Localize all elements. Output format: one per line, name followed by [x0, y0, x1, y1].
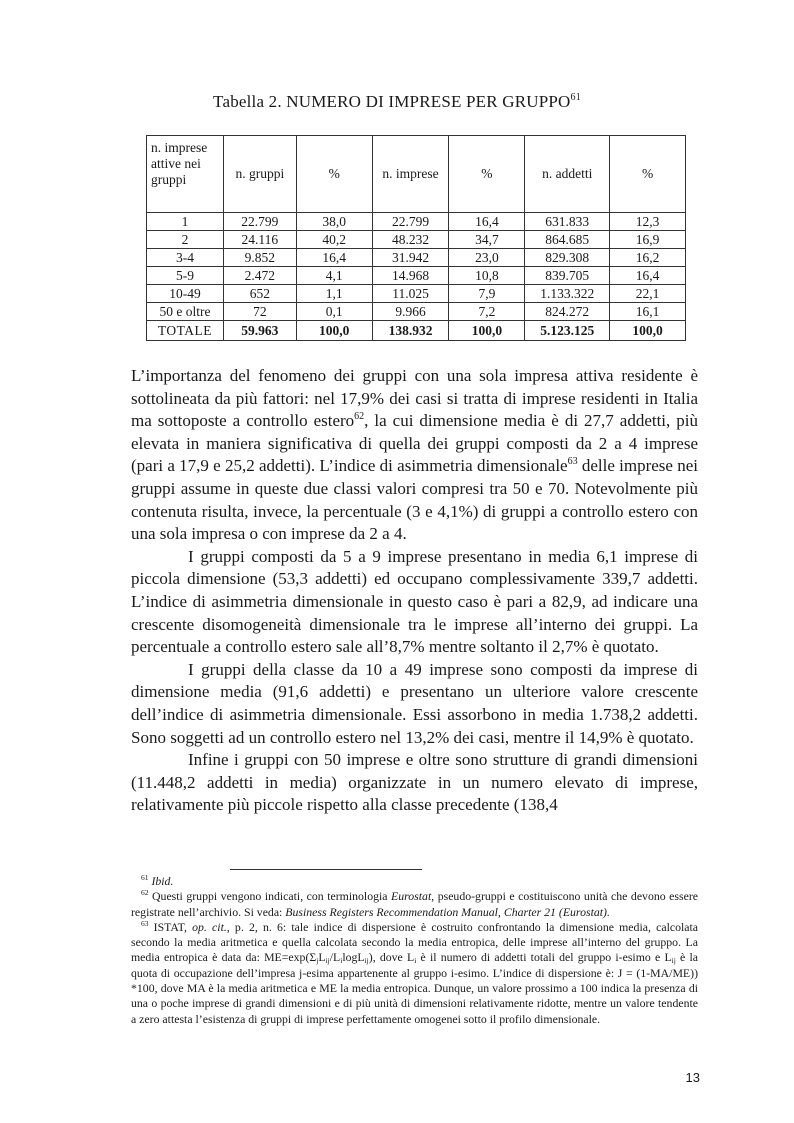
footnote-divider [230, 869, 422, 870]
table-cell: 22,1 [610, 285, 686, 303]
table-cell: 38,0 [296, 213, 372, 231]
footnote-62 [131, 889, 698, 920]
formula-part: logL [342, 950, 365, 965]
table-cell: 1.133.322 [525, 285, 610, 303]
table-cell: 72 [223, 303, 296, 321]
footnote-ref-61: 61 [570, 92, 581, 103]
table-total-cell: 5.123.125 [525, 321, 610, 341]
table-total-cell: 100,0 [449, 321, 525, 341]
paragraph-1-part-c: delle imprese nei gruppi assume in queste due classi valori compresi tra 50 e 70. Notevolmente più contenuta risulta, invece, la percentuale (3 e 4,1%) di gruppi a controllo estero con una sola impresa o con imprese da 2 a 4. [131, 456, 698, 544]
formula-sub: i [340, 956, 343, 966]
table-header-cell: n. imprese attive nei gruppi [147, 136, 224, 213]
table-row [147, 249, 686, 267]
table-row [147, 267, 686, 285]
table-cell: 34,7 [449, 231, 525, 249]
formula-sub: ij [325, 956, 330, 966]
table-header-row [147, 136, 686, 213]
footnote-62-reference: Business Registers Recommendation Manual, Charter 21 (Eurostat). [285, 904, 610, 919]
table-header-cell: % [296, 136, 372, 213]
table-cell: 1,1 [296, 285, 372, 303]
table-cell: 7,9 [449, 285, 525, 303]
table-cell: 9.966 [372, 303, 449, 321]
table-cell: 24.116 [223, 231, 296, 249]
table-cell: 10,8 [449, 267, 525, 285]
footnote-63-part-b: , p. 2, n. 6: tale indice di dispersione è costruito confrontando la dimensione media, calcolata secondo la media aritmetica e quella calcolata secondo la media entropica, delle imprese all’interno del gruppo. La media entropica è data da: ME=exp(Σ [131, 919, 699, 965]
footnote-63-part-e: è la quota di occupazione dell’impresa j-esima appartenente al gruppo i-esimo. L’indice di dispersione è: J = (1-MA/ME)) *100, dove MA è la media aritmetica e ME la media entropica. Dunque, un valore prossimo a 100 indica la presenza di una o poche imprese di grandi dimensioni e di più unità di dimensioni relativamente ridotte, mentre un valore tendente a zero attesta l’esistenza di gruppi di imprese perfettamente omogenei sotto il profilo dimensionale. [131, 950, 699, 1026]
table-cell: 16,2 [610, 249, 686, 267]
table-cell: 16,4 [296, 249, 372, 267]
table-cell: 7,2 [449, 303, 525, 321]
table-cell: 11.025 [372, 285, 449, 303]
table-cell: 31.942 [372, 249, 449, 267]
formula-sub: ij [671, 956, 676, 966]
paragraph-1 [131, 365, 698, 546]
formula-part: L [318, 950, 326, 965]
table-cell: 12,3 [610, 213, 686, 231]
table-total-row [147, 321, 686, 341]
footnote-61-text: Ibid. [151, 874, 174, 888]
footnote-ref-62: 62 [354, 411, 365, 423]
table-caption [0, 92, 794, 112]
formula-sub: i [414, 956, 417, 966]
table-header-cell: % [449, 136, 525, 213]
table-cell: 16,4 [610, 267, 686, 285]
table-cell: 824.272 [525, 303, 610, 321]
footnote-63-part-a: ISTAT, [148, 919, 193, 934]
table-cell: 40,2 [296, 231, 372, 249]
body-text [131, 365, 698, 817]
footnotes [131, 874, 698, 1027]
paragraph-1-part-b: , la cui dimensione media è di 27,7 addetti, più elevata in maniera significativa di quella dei gruppi composti da 2 a 4 imprese (pari a 17,9 e 25,2 addetti). L’indice di asimmetria dimensionale [131, 411, 698, 476]
table-cell: 652 [223, 285, 296, 303]
table-row [147, 231, 686, 249]
formula-sub: j [316, 956, 319, 966]
formula-part: /L [329, 950, 341, 965]
table-cell: 864.685 [525, 231, 610, 249]
table-cell: 16,1 [610, 303, 686, 321]
table-header-cell: n. imprese [372, 136, 449, 213]
footnote-62-part-a: Questi gruppi vengono indicati, con terminologia [148, 889, 392, 904]
table-cell: 2.472 [223, 267, 296, 285]
footnote-63-opcit: op. cit. [192, 919, 227, 934]
footnote-63-part-d: è il numero di addetti totali del gruppo i-esimo e L [416, 950, 672, 965]
footnote-62-number: 62 [141, 888, 149, 898]
table-total-cell: TOTALE [147, 321, 224, 341]
footnote-62-part-b: , pseudo-gruppi e costituiscono unità che devono essere registrate nell’archivio. Si veda: [131, 889, 698, 919]
table-cell: 23,0 [449, 249, 525, 267]
table-cell: 22.799 [223, 213, 296, 231]
footnote-ref-63: 63 [567, 456, 578, 468]
table-cell: 50 e oltre [147, 303, 224, 321]
groups-table [146, 135, 686, 341]
table-cell: 10-49 [147, 285, 224, 303]
table-cell: 14.968 [372, 267, 449, 285]
paragraph-4: Infine i gruppi con 50 imprese e oltre sono strutture di grandi dimensioni (11.448,2 addetti in media) organizzate in un numero elevato di imprese, relativamente più piccole rispetto alla classe precedente (138,4 [131, 750, 698, 815]
footnote-63 [131, 920, 698, 1027]
table-cell: 4,1 [296, 267, 372, 285]
formula-sub: ij [364, 956, 369, 966]
table-cell: 829.308 [525, 249, 610, 267]
footnote-61-number: 61 [141, 873, 149, 882]
paragraph-2: I gruppi composti da 5 a 9 imprese presentano in media 6,1 imprese di piccola dimensione (53,3 addetti) ed occupano complessivamente 339,7 addetti. L’indice di asimmetria dimensionale in questo caso è pari a 82,9, ad indicare una crescente disomogeneità dimensionale tra le imprese all’interno dei gruppi. La percentuale a controllo estero sale all’8,7% mentre soltanto il 2,7% è quotato. [131, 546, 698, 657]
paragraph-3: I gruppi della classe da 10 a 49 imprese sono composti da imprese di dimensione media (91,6 addetti) e presentano un ulteriore valore crescente dell’indice di asimmetria dimensionale. Essi assorbono in media 1.738,2 addetti. Sono soggetti ad un controllo estero nel 13,2% dei casi, mentre il 14,9% è quotato. [131, 659, 698, 747]
table-cell: 5-9 [147, 267, 224, 285]
footnote-63-part-c: ), dove L [368, 950, 415, 965]
table-cell: 22.799 [372, 213, 449, 231]
table-row [147, 303, 686, 321]
table-cell: 48.232 [372, 231, 449, 249]
footnote-63-number: 63 [141, 918, 149, 928]
table-header-cell: n. addetti [525, 136, 610, 213]
table-total-cell: 138.932 [372, 321, 449, 341]
table-caption-text: Tabella 2. NUMERO DI IMPRESE PER GRUPPO [213, 92, 571, 111]
table-cell: 16,4 [449, 213, 525, 231]
table-row [147, 285, 686, 303]
table-cell: 631.833 [525, 213, 610, 231]
table-cell: 2 [147, 231, 224, 249]
table-header-cell: n. gruppi [223, 136, 296, 213]
table-cell: 0,1 [296, 303, 372, 321]
table-cell: 839.705 [525, 267, 610, 285]
table-total-cell: 59.963 [223, 321, 296, 341]
table-total-cell: 100,0 [296, 321, 372, 341]
footnote-61 [131, 874, 698, 889]
table-cell: 9.852 [223, 249, 296, 267]
paragraph-1-part-a: L’importanza del fenomeno dei gruppi con una sola impresa attiva residente è sottolineata da più fattori: nel 17,9% dei casi si tratta di imprese residenti in Italia ma sottoposte a controllo estero [131, 366, 698, 431]
footnote-62-eurostat: Eurostat [391, 889, 432, 904]
table-cell: 16,9 [610, 231, 686, 249]
table-cell: 3-4 [147, 249, 224, 267]
table-total-cell: 100,0 [610, 321, 686, 341]
table-cell: 1 [147, 213, 224, 231]
page-number: 13 [685, 1070, 700, 1085]
table-row [147, 213, 686, 231]
table-header-cell: % [610, 136, 686, 213]
